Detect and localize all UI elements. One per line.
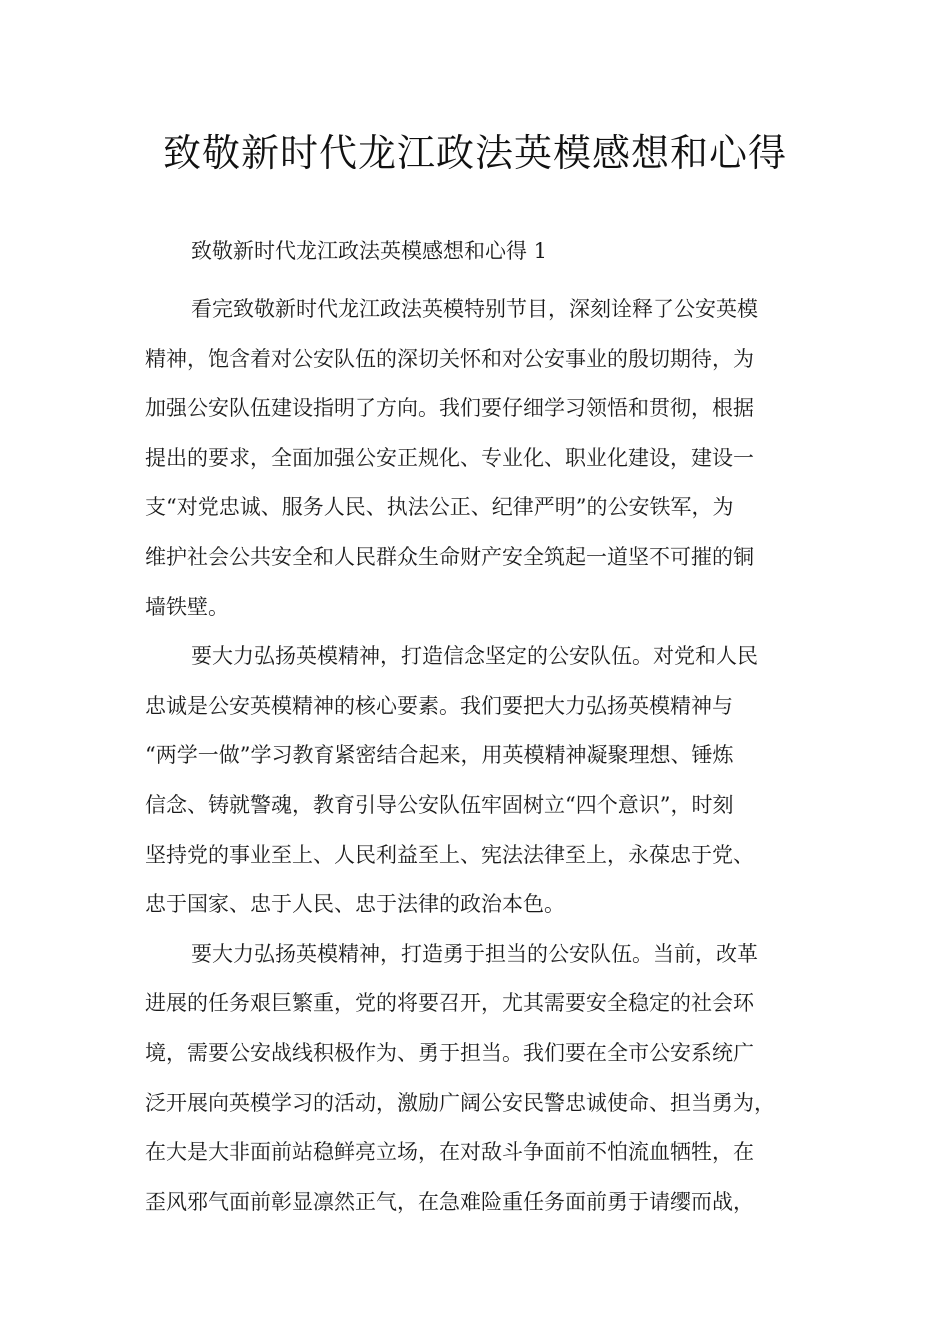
paragraph-line: 歪风邪气面前彰显凛然正气，在急难险重任务面前勇于请缨而战， bbox=[145, 1189, 754, 1214]
paragraph-3 bbox=[145, 930, 825, 1228]
paragraph-line: 忠诚是公安英模精神的核心要素。我们要把大力弘扬英模精神与 bbox=[145, 693, 733, 718]
paragraph-line: 要大力弘扬英模精神，打造信念坚定的公安队伍。对党和人民 bbox=[191, 644, 758, 669]
paragraph-line: 加强公安队伍建设指明了方向。我们要仔细学习领悟和贯彻，根据 bbox=[145, 396, 754, 421]
paragraph-line: 支“对党忠诚、服务人民、执法公正、纪律严明”的公安铁军，为 bbox=[145, 495, 734, 520]
document-title: 致敬新时代龙江政法英模感想和心得 bbox=[162, 131, 787, 175]
paragraph-line: 要大力弘扬英模精神，打造勇于担当的公安队伍。当前，改革 bbox=[191, 941, 758, 966]
paragraph-line: 泛开展向英模学习的活动，激励广阔公安民警忠诚使命、担当勇为， bbox=[145, 1090, 775, 1115]
paragraph-line: 在大是大非面前站稳鲜亮立场，在对敌斗争面前不怕流血牺牲，在 bbox=[145, 1140, 754, 1165]
paragraph-line: 墙铁壁。 bbox=[145, 594, 229, 619]
paragraph-line: 进展的任务艰巨繁重，党的将要召开，尤其需要安全稳定的社会环 bbox=[145, 991, 754, 1016]
paragraph-line: 忠于国家、忠于人民、忠于法律的政治本色。 bbox=[145, 892, 565, 917]
paragraph-line: 看完致敬新时代龙江政法英模特别节目，深刻诠释了公安英模 bbox=[191, 297, 758, 321]
paragraph-line: 坚持党的事业至上、人民利益至上、宪法法律至上，永葆忠于党、 bbox=[145, 842, 754, 867]
paragraph-1 bbox=[145, 285, 825, 632]
paragraph-line: 维护社会公共安全和人民群众生命财产安全筑起一道坚不可摧的铜 bbox=[145, 544, 754, 569]
paragraph-line: 精神，饱含着对公安队伍的深切关怀和对公安事业的殷切期待，为 bbox=[145, 346, 754, 371]
paragraph-line: 提出的要求，全面加强公安正规化、专业化、职业化建设，建设一 bbox=[145, 445, 754, 470]
paragraph-2 bbox=[145, 632, 825, 930]
paragraph-line: “两学一做”学习教育紧密结合起来，用英模精神凝聚理想、锤炼 bbox=[145, 743, 734, 768]
document-body bbox=[145, 232, 825, 1227]
paragraph-line: 信念、铸就警魂，教育引导公安队伍牢固树立“四个意识”，时刻 bbox=[145, 792, 734, 817]
section-heading: 致敬新时代龙江政法英模感想和心得 1 bbox=[191, 239, 548, 263]
paragraph-line: 境，需要公安战线积极作为、勇于担当。我们要在全市公安系统广 bbox=[145, 1040, 754, 1065]
